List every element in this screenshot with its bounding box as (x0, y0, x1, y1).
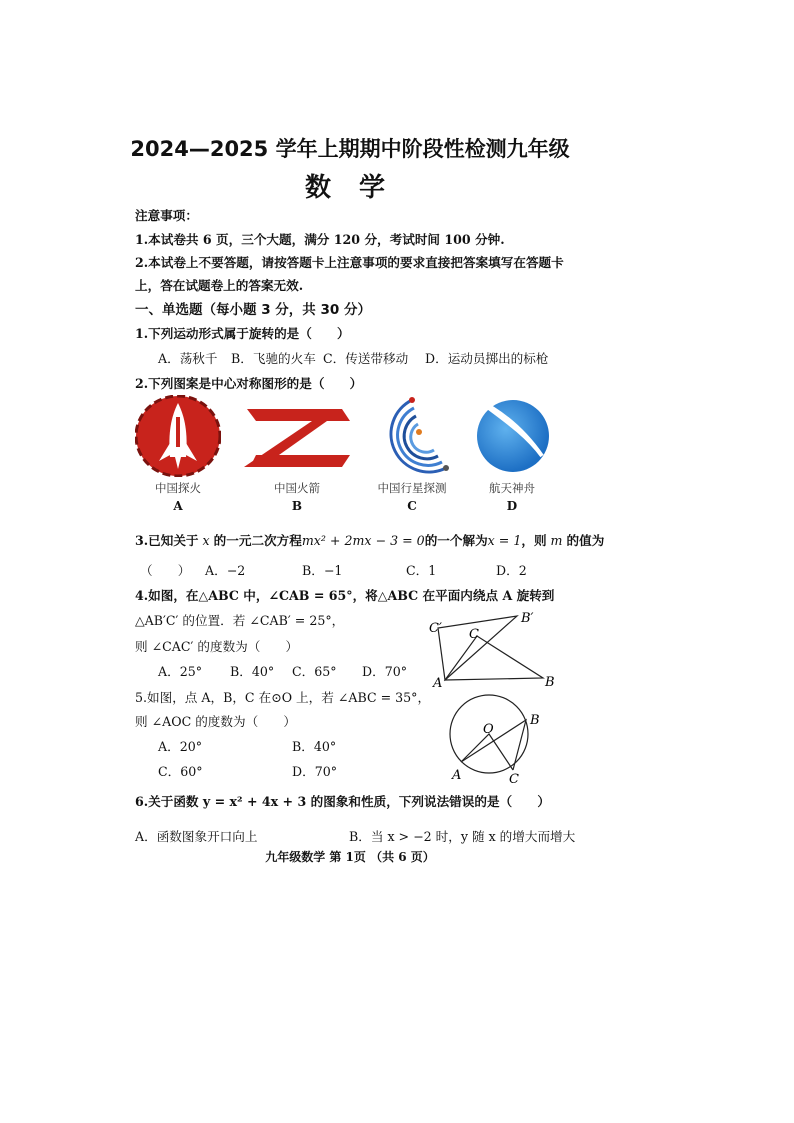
q6-stem: 6.关于函数 y = x² + 4x + 3 的图象和性质，下列说法错误的是（ ） (135, 794, 550, 809)
q5-option-c: C．60° (158, 764, 203, 779)
q5-label-a: A (452, 768, 462, 783)
q1-option-c: C．传送带移动 (323, 351, 409, 366)
q5-option-b: B．40° (292, 739, 337, 754)
q4-label-a: A (433, 676, 443, 690)
figure-d-letter: D (506, 499, 518, 513)
figure-b-caption: 中国火箭 (274, 481, 320, 495)
q1-option-d: D．运动员掷出的标枪 (425, 351, 549, 366)
q3-option-c: C．1 (406, 563, 437, 578)
q4-line-3: 则 ∠CAC′ 的度数为（ ） (135, 639, 299, 654)
figure-a-caption: 中国探火 (155, 481, 201, 495)
figure-d-caption: 航天神舟 (489, 481, 535, 495)
figure-a-letter: A (173, 499, 183, 513)
figure-c-letter: C (407, 499, 417, 513)
page-footer: 九年级数学 第 1页 （共 6 页） (265, 850, 435, 864)
china-rocket-logo (242, 405, 352, 469)
q4-triangle-figure (425, 606, 565, 690)
q6-option-b: B．当 x > −2 时，y 随 x 的增大而增大 (349, 829, 576, 844)
q4-label-c: C (469, 627, 479, 642)
mars-exploration-logo (135, 395, 221, 477)
notice-item-2a: 2.本试卷上不要答题，请按答题卡上注意事项的要求直接把答案填写在答题卡 (135, 255, 564, 270)
q5-label-c: C (509, 772, 519, 787)
q3-stem: 3.已知关于 x 的一元二次方程mx² + 2mx − 3 = 0的一个解为x = 1，则 m 的值为 (135, 533, 605, 548)
notice-heading: 注意事项： (135, 208, 198, 223)
q5-circle-figure (440, 690, 545, 788)
q5-label-b: B (530, 713, 540, 728)
q1-option-a: A．荡秋千 (158, 351, 218, 366)
q5-option-d: D．70° (292, 764, 338, 779)
q4-line-2: △AB′C′ 的位置．若 ∠CAB′ = 25°， (135, 613, 345, 628)
q6-option-a: A．函数图象开口向上 (135, 829, 258, 844)
q4-label-c-prime: C′ (429, 621, 442, 636)
shenzhou-logo (472, 394, 554, 476)
figure-c-caption: 中国行星探测 (377, 481, 447, 495)
q2-stem: 2.下列图案是中心对称图形的是（ ） (135, 376, 363, 391)
section-title: 一、单选题（每小题 3 分，共 30 分） (135, 302, 371, 318)
q4-label-b-prime: B′ (521, 611, 534, 626)
q5-line-1: 5.如图，点 A，B，C 在⊙O 上，若 ∠ABC = 35°， (135, 690, 431, 705)
q4-option-b: B．40° (230, 664, 275, 679)
q4-option-c: C．65° (292, 664, 337, 679)
q4-option-a: A．25° (158, 664, 203, 679)
q5-line-2: 则 ∠AOC 的度数为（ ） (135, 714, 296, 729)
figure-b-letter: B (291, 499, 303, 513)
q5-label-o: O (483, 722, 494, 737)
q3-option-a: A．−2 (205, 563, 246, 578)
q4-option-d: D．70° (362, 664, 408, 679)
q4-label-b: B (545, 675, 555, 690)
q3-paren: （ ） (140, 563, 191, 578)
q3-option-b: B．−1 (302, 563, 343, 578)
subject-title: 数学 (305, 173, 414, 203)
q1-option-b: B．飞驰的火车 (231, 351, 316, 366)
notice-item-2b: 上，答在试题卷上的答案无效. (135, 278, 304, 293)
notice-item-1: 1.本试卷共 6 页，三个大题，满分 120 分，考试时间 100 分钟. (135, 232, 505, 247)
q5-option-a: A．20° (158, 739, 203, 754)
planetary-exploration-logo (372, 392, 454, 474)
q4-line-1: 4.如图，在△ABC 中，∠CAB = 65°，将△ABC 在平面内绕点 A 旋转到 (135, 588, 555, 603)
exam-title: 2024—2025 学年上期期中阶段性检测九年级 (130, 137, 570, 161)
q3-option-d: D．2 (496, 563, 527, 578)
q1-stem: 1.下列运动形式属于旋转的是（ ） (135, 326, 350, 341)
